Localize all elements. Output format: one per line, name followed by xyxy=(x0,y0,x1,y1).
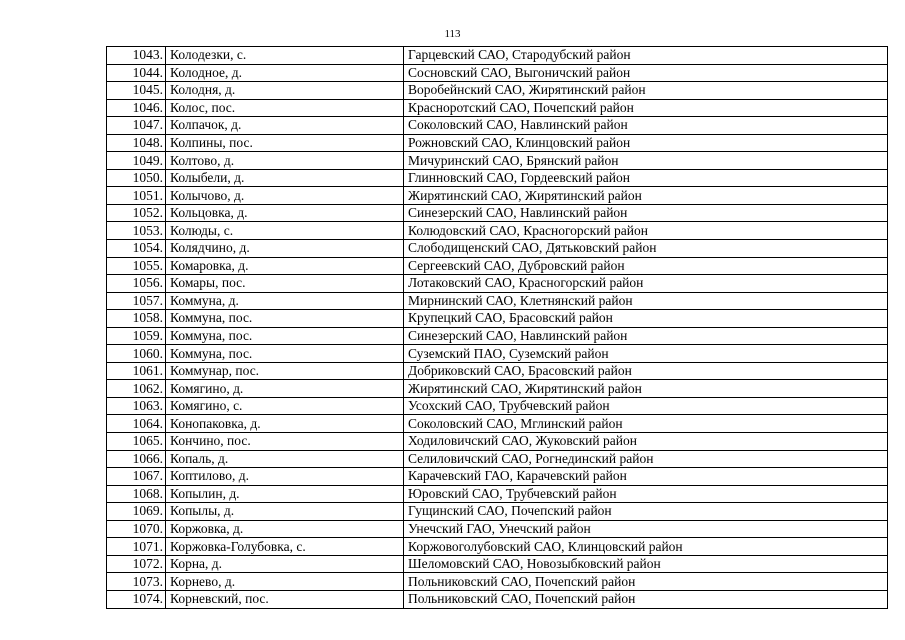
district-cell: Лотаковский САО, Красногорский район xyxy=(404,275,888,293)
row-number-cell: 1044. xyxy=(107,64,166,82)
settlement-name-cell: Корнево, д. xyxy=(166,573,404,591)
table-row xyxy=(107,520,888,538)
row-number-cell: 1062. xyxy=(107,380,166,398)
table-row xyxy=(107,257,888,275)
table-row xyxy=(107,555,888,573)
settlement-name-cell: Коммуна, пос. xyxy=(166,327,404,345)
district-cell: Синезерский САО, Навлинский район xyxy=(404,327,888,345)
row-number-cell: 1053. xyxy=(107,222,166,240)
row-number-cell: 1055. xyxy=(107,257,166,275)
row-number-cell: 1063. xyxy=(107,397,166,415)
page-number: 113 xyxy=(444,28,461,40)
district-cell: Воробейнский САО, Жирятинский район xyxy=(404,82,888,100)
settlement-name-cell: Колюды, с. xyxy=(166,222,404,240)
district-cell: Крупецкий САО, Брасовский район xyxy=(404,310,888,328)
table-row xyxy=(107,590,888,608)
row-number-cell: 1058. xyxy=(107,310,166,328)
district-cell: Слободищенский САО, Дятьковский район xyxy=(404,240,888,258)
settlement-name-cell: Копылин, д. xyxy=(166,485,404,503)
settlement-name-cell: Копаль, д. xyxy=(166,450,404,468)
row-number-cell: 1056. xyxy=(107,275,166,293)
district-cell: Шеломовский САО, Новозыбковский район xyxy=(404,555,888,573)
row-number-cell: 1069. xyxy=(107,503,166,521)
row-number-cell: 1066. xyxy=(107,450,166,468)
row-number-cell: 1046. xyxy=(107,99,166,117)
row-number-cell: 1072. xyxy=(107,555,166,573)
district-cell: Гущинский САО, Почепский район xyxy=(404,503,888,521)
row-number-cell: 1061. xyxy=(107,362,166,380)
district-cell: Соколовский САО, Навлинский район xyxy=(404,117,888,135)
table-row xyxy=(107,204,888,222)
district-cell: Унечский ГАО, Унечский район xyxy=(404,520,888,538)
settlement-name-cell: Коммуна, д. xyxy=(166,292,404,310)
row-number-cell: 1071. xyxy=(107,538,166,556)
row-number-cell: 1059. xyxy=(107,327,166,345)
district-cell: Суземский ПАО, Суземский район xyxy=(404,345,888,363)
district-cell: Усохский САО, Трубчевский район xyxy=(404,397,888,415)
district-cell: Соколовский САО, Мглинский район xyxy=(404,415,888,433)
settlement-name-cell: Корна, д. xyxy=(166,555,404,573)
row-number-cell: 1074. xyxy=(107,590,166,608)
table-row xyxy=(107,275,888,293)
row-number-cell: 1067. xyxy=(107,468,166,486)
settlement-name-cell: Колыбели, д. xyxy=(166,169,404,187)
settlement-name-cell: Коржовка-Голубовка, с. xyxy=(166,538,404,556)
row-number-cell: 1064. xyxy=(107,415,166,433)
district-cell: Мичуринский САО, Брянский район xyxy=(404,152,888,170)
row-number-cell: 1065. xyxy=(107,433,166,451)
table-row xyxy=(107,47,888,65)
table-row xyxy=(107,345,888,363)
row-number-cell: 1045. xyxy=(107,82,166,100)
table-row xyxy=(107,450,888,468)
settlement-name-cell: Колтово, д. xyxy=(166,152,404,170)
table-body xyxy=(107,47,888,609)
district-cell: Красноротский САО, Почепский район xyxy=(404,99,888,117)
table-row xyxy=(107,362,888,380)
district-cell: Карачевский ГАО, Карачевский район xyxy=(404,468,888,486)
row-number-cell: 1052. xyxy=(107,204,166,222)
settlement-name-cell: Коммуна, пос. xyxy=(166,310,404,328)
table-row xyxy=(107,169,888,187)
table-row xyxy=(107,573,888,591)
table-row xyxy=(107,380,888,398)
district-cell: Гарцевский САО, Стародубский район xyxy=(404,47,888,65)
district-cell: Коржовоголубовский САО, Клинцовский район xyxy=(404,538,888,556)
district-cell: Селиловичский САО, Рогнединский район xyxy=(404,450,888,468)
district-cell: Мирнинский САО, Клетнянский район xyxy=(404,292,888,310)
settlement-name-cell: Коптилово, д. xyxy=(166,468,404,486)
table-row xyxy=(107,134,888,152)
table-row xyxy=(107,503,888,521)
district-cell: Глинновский САО, Гордеевский район xyxy=(404,169,888,187)
table-row xyxy=(107,187,888,205)
row-number-cell: 1049. xyxy=(107,152,166,170)
settlement-name-cell: Комягино, с. xyxy=(166,397,404,415)
district-cell: Жирятинский САО, Жирятинский район xyxy=(404,380,888,398)
table-row xyxy=(107,415,888,433)
table-row xyxy=(107,433,888,451)
settlement-name-cell: Колпачок, д. xyxy=(166,117,404,135)
row-number-cell: 1073. xyxy=(107,573,166,591)
table-row xyxy=(107,292,888,310)
table-row xyxy=(107,240,888,258)
settlement-name-cell: Конопаковка, д. xyxy=(166,415,404,433)
table-row xyxy=(107,397,888,415)
row-number-cell: 1047. xyxy=(107,117,166,135)
district-cell: Сосновский САО, Выгоничский район xyxy=(404,64,888,82)
table-row xyxy=(107,327,888,345)
row-number-cell: 1070. xyxy=(107,520,166,538)
settlement-name-cell: Колодезки, с. xyxy=(166,47,404,65)
settlement-name-cell: Копылы, д. xyxy=(166,503,404,521)
settlement-name-cell: Коммуна, пос. xyxy=(166,345,404,363)
district-cell: Жирятинский САО, Жирятинский район xyxy=(404,187,888,205)
table-row xyxy=(107,310,888,328)
settlement-name-cell: Комягино, д. xyxy=(166,380,404,398)
settlement-name-cell: Колычово, д. xyxy=(166,187,404,205)
district-cell: Добриковский САО, Брасовский район xyxy=(404,362,888,380)
row-number-cell: 1060. xyxy=(107,345,166,363)
settlement-name-cell: Колядчино, д. xyxy=(166,240,404,258)
table-row xyxy=(107,117,888,135)
district-cell: Юровский САО, Трубчевский район xyxy=(404,485,888,503)
district-cell: Польниковский САО, Почепский район xyxy=(404,573,888,591)
row-number-cell: 1050. xyxy=(107,169,166,187)
table-row xyxy=(107,538,888,556)
settlement-name-cell: Кольцовка, д. xyxy=(166,204,404,222)
settlement-name-cell: Корневский, пос. xyxy=(166,590,404,608)
settlement-name-cell: Колпины, пос. xyxy=(166,134,404,152)
row-number-cell: 1057. xyxy=(107,292,166,310)
settlement-name-cell: Колос, пос. xyxy=(166,99,404,117)
district-cell: Синезерский САО, Навлинский район xyxy=(404,204,888,222)
table-row xyxy=(107,82,888,100)
settlement-name-cell: Комары, пос. xyxy=(166,275,404,293)
table-row xyxy=(107,99,888,117)
table-row xyxy=(107,222,888,240)
table-row xyxy=(107,152,888,170)
district-cell: Польниковский САО, Почепский район xyxy=(404,590,888,608)
settlements-table xyxy=(106,46,888,609)
district-cell: Рожновский САО, Клинцовский район xyxy=(404,134,888,152)
district-cell: Колюдовский САО, Красногорский район xyxy=(404,222,888,240)
row-number-cell: 1054. xyxy=(107,240,166,258)
table-row xyxy=(107,485,888,503)
row-number-cell: 1043. xyxy=(107,47,166,65)
district-cell: Ходиловичский САО, Жуковский район xyxy=(404,433,888,451)
settlement-name-cell: Колодное, д. xyxy=(166,64,404,82)
settlement-name-cell: Кончино, пос. xyxy=(166,433,404,451)
row-number-cell: 1048. xyxy=(107,134,166,152)
settlement-name-cell: Комаровка, д. xyxy=(166,257,404,275)
settlement-name-cell: Колодня, д. xyxy=(166,82,404,100)
settlement-name-cell: Коржовка, д. xyxy=(166,520,404,538)
district-cell: Сергеевский САО, Дубровский район xyxy=(404,257,888,275)
row-number-cell: 1051. xyxy=(107,187,166,205)
settlement-name-cell: Коммунар, пос. xyxy=(166,362,404,380)
table-row xyxy=(107,468,888,486)
row-number-cell: 1068. xyxy=(107,485,166,503)
table-row xyxy=(107,64,888,82)
